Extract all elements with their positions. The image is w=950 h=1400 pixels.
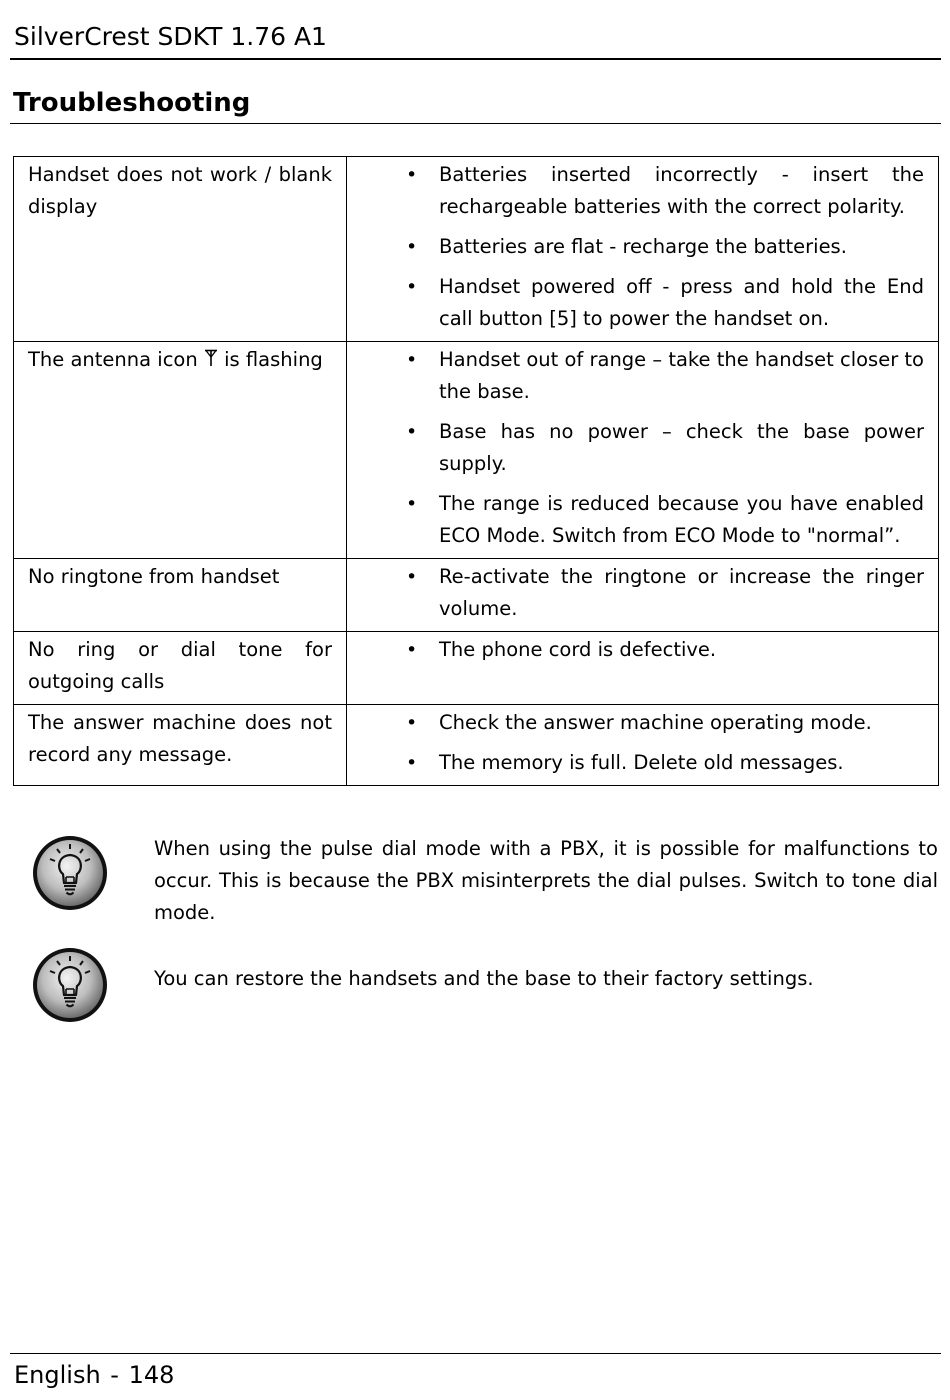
problem-cell: The answer machine does not record any message. [14,705,347,786]
section-heading [10,84,941,124]
antenna-icon [204,349,218,367]
page-number-label: English - 148 [14,1361,175,1389]
bullet-icon: • [406,639,418,661]
solution-item [347,747,924,779]
solutions-cell [347,559,939,632]
table-row [14,559,939,632]
note-text: When using the pulse dial mode with a PBX, it is possible for malfunctions to occur. This is because the PBX misinterprets the dial pulses. Switch to tone dial mode. [154,837,938,924]
bullet-icon: • [406,276,418,298]
bullet-icon: • [406,752,418,774]
solution-list [347,159,924,335]
solution-item [347,416,924,480]
problem-cell: Handset does not work / blank display [14,157,347,342]
solution-item [347,707,924,739]
solution-text: Handset powered off - press and hold the End call button [5] to power the handset on. [439,275,924,330]
solution-list [347,634,924,666]
solution-item [347,159,924,223]
bullet-icon: • [406,349,418,371]
solutions-cell [347,705,939,786]
note-text: You can restore the handsets and the base to their factory settings. [154,967,814,990]
bullet-icon: • [406,421,418,443]
solution-text: Re-activate the ringtone or increase the ringer volume. [439,565,924,620]
solution-item [347,561,924,625]
table-row [14,632,939,705]
bullet-icon: • [406,712,418,734]
solution-item [347,231,924,263]
problem-cell: No ringtone from handset [14,559,347,632]
table-row [14,342,939,559]
document-title: SilverCrest SDKT 1.76 A1 [14,22,327,51]
bullet-icon: • [406,236,418,258]
problem-cell: No ring or dial tone for outgoing calls [14,632,347,705]
solution-text: Batteries inserted incorrectly - insert the rechargeable batteries with the correct polarity. [439,163,924,218]
solution-text: The memory is full. Delete old messages. [439,751,844,774]
solution-text: Batteries are flat - recharge the batteries. [439,235,847,258]
problem-cell [14,342,347,559]
troubleshooting-table [13,156,939,786]
solution-list [347,344,924,552]
table-row [14,157,939,342]
bullet-icon: • [406,493,418,515]
page-header [10,0,941,60]
solution-text: The phone cord is defective. [439,638,717,661]
solutions-cell [347,157,939,342]
solution-item [347,634,924,666]
solutions-cell [347,632,939,705]
solutions-cell [347,342,939,559]
solution-item [347,488,924,552]
solution-list [347,561,924,625]
solution-text: Handset out of range – take the handset closer to the base. [439,348,924,403]
page-footer [10,1353,941,1400]
solution-text: Check the answer machine operating mode. [439,711,872,734]
lightbulb-tip-icon [30,833,110,913]
table-row [14,705,939,786]
problem-text: The antenna icon [28,348,198,371]
problem-text: is flashing [224,348,323,371]
bullet-icon: • [406,164,418,186]
solution-text: The range is reduced because you have enabled ECO Mode. Switch from ECO Mode to "normal”. [439,492,924,547]
solution-item [347,344,924,408]
solution-list [347,707,924,779]
section-title: Troubleshooting [13,88,251,118]
lightbulb-tip-icon [30,945,110,1025]
solution-text: Base has no power – check the base power supply. [439,420,924,475]
bullet-icon: • [406,566,418,588]
solution-item [347,271,924,335]
